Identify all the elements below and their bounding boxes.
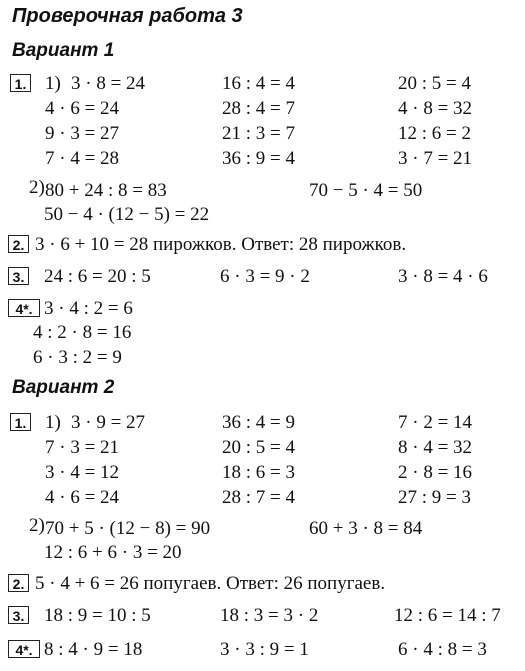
- v1-task4-number-box: 4*.: [8, 299, 40, 317]
- v1-task4-line-3: [0, 346, 525, 370]
- v1-task1-part1-label: 1): [45, 73, 61, 94]
- v1-r1-c3: 20 : 5 = 4: [398, 73, 471, 94]
- v1-task3-item-2: 6 · 3 = 9 · 2: [220, 266, 310, 287]
- v1-part2-c: 50 − 4 · (12 − 5) = 22: [44, 204, 210, 225]
- v1-task1-row-3: [0, 122, 525, 146]
- v2-task3-item-3: 12 : 6 = 14 : 7: [394, 605, 501, 626]
- v1-r1-c2: 16 : 4 = 4: [222, 73, 295, 94]
- v1-task4-line-2: [0, 321, 525, 345]
- v2-r1-c3: 7 · 2 = 14: [398, 412, 473, 433]
- v1-task4-line-1: [0, 297, 525, 321]
- v2-task3-item-1: 18 : 9 = 10 : 5: [44, 605, 151, 626]
- v2-r2-c2: 20 : 5 = 4: [222, 437, 295, 458]
- v2-task2: [0, 572, 525, 596]
- v2-task3-number-box: 3.: [8, 606, 29, 624]
- v2-task1-row-3: [0, 461, 525, 485]
- v2-task1-part2-row-1: [0, 517, 525, 541]
- v1-task1-row-2: [0, 97, 525, 121]
- v2-r4-c3: 27 : 9 = 3: [398, 487, 471, 508]
- v2-task1-row-2: [0, 436, 525, 460]
- v2-task4-item-1: 8 : 4 · 9 = 18: [44, 639, 143, 660]
- v1-r2-c3: 4 · 8 = 32: [398, 98, 473, 119]
- v2-task3-item-2: 18 : 3 = 3 · 2: [220, 605, 319, 626]
- v1-r4-c3: 3 · 7 = 21: [398, 148, 473, 169]
- v1-r2-c2: 28 : 4 = 7: [222, 98, 295, 119]
- v1-task4-expr-1: 3 · 4 : 2 = 6: [44, 298, 133, 319]
- v2-r3-c1: 3 · 4 = 12: [45, 462, 120, 483]
- v1-task2-number-box: 2.: [8, 235, 29, 253]
- v1-task3-item-1: 24 : 6 = 20 : 5: [44, 266, 151, 287]
- v1-task1-part2-row-1: [0, 179, 525, 203]
- v1-task4-expr-3: 6 · 3 : 2 = 9: [33, 347, 122, 368]
- v2-r3-c2: 18 : 6 = 3: [222, 462, 295, 483]
- v2-r4-c1: 4 · 6 = 24: [45, 487, 120, 508]
- v1-r3-c3: 12 : 6 = 2: [398, 123, 471, 144]
- v2-task1-number-box: 1.: [10, 413, 31, 431]
- v1-task3: [0, 265, 525, 289]
- v2-task2-number-box: 2.: [8, 574, 29, 592]
- v1-task1-part2-row-2: [0, 203, 525, 227]
- v2-r2-c1: 7 · 3 = 21: [45, 437, 120, 458]
- v1-r2-c1: 4 · 6 = 24: [45, 98, 120, 119]
- v1-task2-text: 3 · 6 + 10 = 28 пирожков. Ответ: 28 пирожков.: [35, 234, 407, 255]
- v2-task1-row-4: [0, 486, 525, 510]
- v2-task4: [0, 638, 525, 662]
- v1-r4-c2: 36 : 9 = 4: [222, 148, 295, 169]
- v1-part2-a: 80 + 24 : 8 = 83: [45, 180, 167, 201]
- v2-r1-c2: 36 : 4 = 9: [222, 412, 295, 433]
- v2-task2-text: 5 · 4 + 6 = 26 попугаев. Ответ: 26 попугаев.: [35, 573, 386, 594]
- v2-task4-number-box: 4*.: [8, 640, 40, 658]
- v1-task1-row-1: [0, 72, 525, 96]
- v2-r4-c2: 28 : 7 = 4: [222, 487, 295, 508]
- v2-task1-part2-label: 2): [29, 515, 45, 536]
- variant-1-heading: Вариант 1: [12, 40, 115, 61]
- v1-task3-item-3: 3 · 8 = 4 · 6: [398, 266, 488, 287]
- v1-r1-c1: 3 · 8 = 24: [71, 73, 146, 94]
- v1-task4-expr-2: 4 : 2 · 8 = 16: [33, 322, 132, 343]
- v2-task3: [0, 604, 525, 628]
- v1-task1-part2-label: 2): [29, 177, 45, 198]
- v2-task4-item-2: 3 · 3 : 9 = 1: [220, 639, 309, 660]
- v2-r3-c3: 2 · 8 = 16: [398, 462, 473, 483]
- v2-r1-c1: 3 · 9 = 27: [71, 412, 146, 433]
- v2-part2-a: 70 + 5 · (12 − 8) = 90: [45, 518, 211, 539]
- v1-task3-number-box: 3.: [8, 267, 29, 285]
- v1-task1-row-4: [0, 147, 525, 171]
- v2-part2-b: 60 + 3 · 8 = 84: [309, 518, 423, 539]
- v2-task1-part2-row-2: [0, 541, 525, 565]
- v1-part2-b: 70 − 5 · 4 = 50: [309, 180, 423, 201]
- page-title: Проверочная работа 3: [12, 5, 243, 27]
- v1-task1-number-box: 1.: [10, 74, 31, 92]
- v2-task1-row-1: [0, 411, 525, 435]
- v1-r4-c1: 7 · 4 = 28: [45, 148, 120, 169]
- v1-r3-c1: 9 · 3 = 27: [45, 123, 120, 144]
- v1-task2: [0, 233, 525, 257]
- v2-task1-part1-label: 1): [45, 412, 61, 433]
- variant-2-heading: Вариант 2: [12, 377, 115, 398]
- v2-part2-c: 12 : 6 + 6 · 3 = 20: [44, 542, 182, 563]
- v1-r3-c2: 21 : 3 = 7: [222, 123, 295, 144]
- v2-r2-c3: 8 · 4 = 32: [398, 437, 473, 458]
- v2-task4-item-3: 6 · 4 : 8 = 3: [398, 639, 487, 660]
